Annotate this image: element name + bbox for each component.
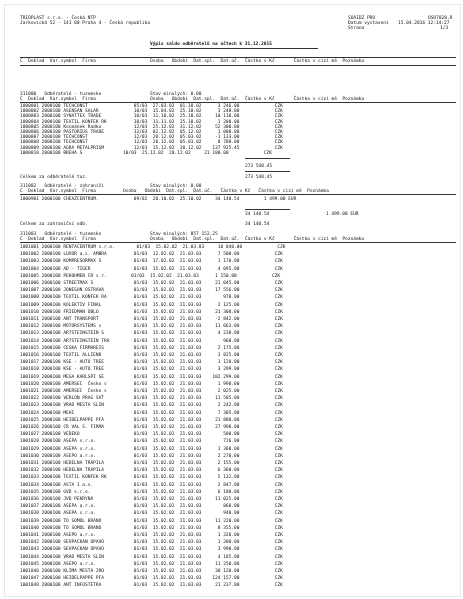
table-row: 1001005 2000100 PEKOHMEN CR s.r. 01/03 15.02.02 21.03.03 1 150.00 CZK [20, 273, 281, 279]
table-row: 1001011 2000100 ANT TRANSPORT 01/03 15.02.02 21.03.03 -2 842.00 CZK [20, 317, 283, 322]
table-row: 1001038 2000100 ASEPA s.r.o. 01/03 15.02.02 21.03.03 940.00 CZK [20, 511, 283, 517]
account-heading: 311000 Odběratelé - tuzemsko [20, 92, 102, 97]
table-row: 1000804 2000100 TEXTIL KONFEK RK 10/03 11.11.02 25.10.02 1 200.00 CZK [20, 119, 283, 125]
column-header-rule-bottom [20, 65, 456, 66]
table-row: 1001004 2000100 AD - TIGER 01/03 15.02.02 21.03.03 4 095.00 CZK [20, 266, 283, 272]
table-row: 1001048 2000100 ANT INFOSTETRA 01/03 15.02.02 21.03.03 21 237.00 CZK [20, 583, 283, 589]
report-title: Výpis saldo odběratelů na účtech k 31.12.2015 [150, 42, 272, 47]
table-row: 1001028 2000100 ASEPA s.r.o. 01/03 15.02.02 21.03.03 726.00 CZK [20, 439, 283, 445]
section-subtotal: 34 140.54 [245, 212, 270, 217]
table-row: 1001010 2000100 FRIEDMAN OBLO 01/03 15.02.02 21.03.03 21 300.00 CZK [20, 309, 283, 315]
table-row: 1000808 2000100 TECHCONST 12/03 28.12.02 05.03.02 8 780.00 CZK [20, 140, 283, 146]
company-address: Jarkovická 52 - 141 00 Praha 4 - Česká republika [20, 21, 151, 26]
account-previous-balance: Stav minulých: 0.00 [150, 92, 202, 97]
table-row: 1000801 2000100 TECHCONST 05/03 27.03.02 01.10.02 3 246.00 CZK [20, 104, 283, 109]
table-row: 1001001 2000100 RENTACENTRUM s.r.o. 01/03 15.02.02 21.03.03 10 040.00 CZK [20, 245, 286, 250]
table-row: 1001006 2000100 STREETMAX S 01/03 15.02.02 21.03.03 21 045.00 CZK [20, 281, 283, 286]
table-row: 1001018 2000100 KSE - AUTO TREE 01/03 15.02.02 21.03.03 3 299.00 CZK [20, 367, 283, 373]
table-row: 1001031 2000100 HEDELNA TRAPILA 01/03 15.02.02 21.03.03 2 155.00 CZK [20, 461, 283, 466]
total-rule [245, 171, 290, 172]
page-number-label: Strana [348, 26, 365, 31]
subtotal-rule [245, 209, 290, 210]
section-column-headers: C Doklad Var.symbol Firma Osoba Období Dat.spl. Dat.úč. Částka v Kč Částka v cizí mě Poznámka [20, 237, 365, 242]
table-row: 1001042 2000100 SEVPACKAN OPAVO 01/03 15.02.02 21.03.03 1 200.00 CZK [20, 540, 283, 546]
table-row: 1001022 2000100 VERLON PRAG SVT 01/03 15.02.02 21.03.03 11 505.00 CZK [20, 396, 283, 402]
column-headers: C Doklad Var.symbol Firma Osoba Období Dat.spl. Dat.úč. Částka v Kč Částka v cizí mě Poznámka [20, 59, 365, 64]
table-row: 1001041 2000100 ASEPO a.r.o. 01/03 15.02.02 21.03.03 1 320.00 CZK [20, 533, 283, 538]
table-row: 1000805 2000100 Kocmánek Radko 12/03 25.12.02 31.12.02 52 300.00 CZK [20, 124, 283, 130]
issue-date: 15.04.2016 12:14:27 [398, 21, 450, 26]
table-row: 1001009 2000100 KOLEKTIV FINAL 01/03 15.02.02 21.03.03 2 125.00 CZK [20, 302, 283, 308]
subtotal-rule [245, 158, 290, 159]
table-row: 1001034 2000100 ASTA 1 a.s. 01/03 15.02.02 21.03.03 2 847.00 CZK [20, 482, 283, 488]
table-row: 1001014 2000100 ARTSTEINSTEIN TRA 01/03 15.02.02 21.03.03 960.00 CZK [20, 338, 283, 344]
table-row: 1001040 2000100 TO SOMOL BRANO 01/03 15.02.02 21.03.03 8 355.00 CZK [20, 525, 283, 531]
account-previous-balance: Stav minulých: 0.00 [150, 184, 202, 189]
section-column-headers: C Doklad Var.symbol Firma Osoba Období Dat.spl. Dat.úč. Částka v Kč Částka v cizí mě Poznámka [20, 189, 329, 194]
account-heading: 311002 Odběratelé - zahraničí [20, 184, 104, 189]
table-row: 1000809 2000100 AGRA METALPRISM 12/03 15.12.02 20.12.02 137 925.45 CZK [20, 145, 283, 151]
table-row: 1001026 2000100 CR VAL S. FIRMA 01/03 15.02.02 21.03.03 27 998.00 CZK [20, 425, 283, 430]
table-row: 1001016 2000100 TEXTIL ALLIEND 01/03 15.02.02 21.03.03 3 825.00 CZK [20, 353, 283, 358]
table-row: 1001003 2000100 KOMPRESORMAX S 01/03 17.02.02 21.03.03 1 170.00 CZK [20, 259, 283, 265]
section-total: 273 540.45 [245, 175, 273, 180]
table-row: 1001035 2000100 GVD s.r.o. 01/03 15.02.02 21.03.03 6 180.00 CZK [20, 489, 283, 495]
table-row: 1001045 2000100 ASEPO a.r.o. 01/03 15.02.02 21.03.03 11 250.00 CZK [20, 561, 283, 567]
table-row: 1001008 2000100 TEXTIL KONFEK RA 01/03 15.02.02 21.03.03 978.00 CZK [20, 295, 283, 301]
table-row: 1001015 2000100 CESKA FIRMAREIS 01/03 15.02.02 21.03.03 2 175.00 CZK [20, 345, 283, 351]
table-row: 1001037 2000100 ASEPA a.r.o. 01/03 15.02.02 21.03.03 860.00 CZK [20, 504, 283, 510]
table-row: 1000803 2000100 SYNATTEX TRADE 10/03 11.10.02 25.10.02 10 110.00 CZK [20, 114, 283, 120]
section-header-rule [20, 242, 456, 243]
column-header-rule-top [20, 57, 456, 58]
table-row: 1001023 2000100 VRAD MESTA SLIN 01/03 15.02.02 21.03.03 2 242.00 CZK [20, 403, 283, 409]
section-total: 34 140.54 [245, 222, 270, 227]
report-code-label: SOAIDZ PRO [348, 16, 376, 21]
table-row: 1001017 2000100 KSE - AUTO TREE 01/03 15.02.02 21.03.03 1 120.00 CZK [20, 360, 283, 366]
section-total-foreign: 1 499.00 EUR [326, 212, 359, 217]
table-row: 1001027 2000100 VEDEKO 01/03 15.02.02 21.03.03 500.00 CZK [20, 432, 283, 438]
table-row: 1000810 2000100 BREHA S 10/03 25.12.02 20.12.02 21 180.00 CZK [20, 150, 272, 156]
account-heading: 311003 Odběratelé - tuzemsko [20, 232, 102, 237]
section-closing-label: Celkem za zahraniční odb. [20, 222, 88, 227]
table-row: 1001039 2000100 TO SOMOL BRANO 01/03 15.02.02 21.03.03 11 220.00 CZK [20, 518, 283, 524]
section-column-headers: C Doklad Var.symbol Firma Osoba Období Dat.spl. Dat.úč. Částka v Kč Částka v cizí mě Poznámka [20, 97, 365, 102]
title-underline [150, 48, 318, 49]
table-row: 1000806 2000100 PASTORIUS TRADE 12/03 02.12.02 05.12.02 1 000.00 CZK [20, 130, 283, 135]
page-number: 1/3 [440, 26, 449, 31]
table-row: 1001024 2000100 MEHI 01/03 15.02.02 21.03.03 7 305.00 CZK [20, 410, 283, 416]
table-row: 1001013 2000100 ARTSTEINSTEIN S 01/03 15.02.02 21.03.03 4 238.00 CZK [20, 331, 283, 337]
table-row: 1001036 2000100 JVD PEKRYNA 01/03 15.02.02 21.03.03 11 025.00 CZK [20, 497, 283, 502]
table-row: 1001046 2000100 KLIMA MESTA 2RO 01/03 15.02.02 21.03.03 30 120.00 CZK [20, 569, 283, 574]
table-row: 1001029 2000100 ASEPA s.r.o. 01/03 15.02.02 21.03.03 1 360.00 CZK [20, 446, 283, 452]
report-code: OSO7828.R [428, 16, 453, 21]
section-closing-label: Celkem za odběratelé tuz. [20, 175, 88, 180]
table-row: 1001033 2000100 TEXTIL KONFEK RK 01/03 15.02.02 21.03.03 5 132.00 CZK [20, 475, 283, 481]
section-header-rule [20, 194, 456, 195]
table-row: 1001020 2000100 AMERSEC Česko s 01/03 15.02.02 21.03.03 1 990.00 CZK [20, 381, 283, 387]
table-row: 1001007 2000100 JONESUN OSTRAVA 01/03 15.02.02 21.03.03 17 556.00 CZK [20, 288, 283, 294]
company-name: TRIOPLAST s.r.o. - Česká NTP [20, 16, 96, 21]
table-row: 1001025 2000100 HEIDELPAPPE PFA 01/03 15.02.02 21.03.03 21 880.00 CZK [20, 417, 283, 423]
table-row: 1001043 2000100 SEVPACKAN OPAVO 01/03 15.02.02 21.03.03 3 990.00 CZK [20, 547, 283, 553]
table-row: 1001021 2000100 AMERSEC Česko s 01/03 15.02.02 21.03.03 2 025.00 CZK [20, 389, 283, 394]
table-row: 1001012 2000100 MOTORSYSTEMS s 01/03 15.02.02 21.03.03 11 663.00 CZK [20, 324, 283, 330]
account-previous-balance: Stav minulých: 857 152.25 [150, 232, 218, 237]
section-header-rule [20, 102, 456, 103]
section-subtotal: 273 540.45 [245, 164, 273, 169]
issue-date-label: Datum vystavení [348, 21, 389, 26]
table-row: 1000807 2000100 TECHCONST 12/03 28.12.02 05.03.02 -1 133.00 CZK [20, 135, 283, 141]
table-row: 1000802 2000100 ASENSAN SALAR 10/03 15.04.02 25.10.02 3 248.00 CZK [20, 109, 283, 115]
table-row: 1001002 2000100 LUXOR a.s. AMBRA 01/03 12.02.02 21.03.03 7 500.00 CZK [20, 252, 283, 258]
table-row: 1001030 2000100 ASEPO a.r.o. 01/03 15.02.02 21.03.03 2 270.00 CZK [20, 453, 283, 459]
table-row: 1001044 2000100 VRAD MESTA SLIN 01/03 15.02.02 21.03.03 4 185.00 CZK [20, 554, 283, 560]
table-row: 1001047 2000100 HEIDELPAPPE PFA 01/03 15.02.02 21.03.03 124 157.00 CZK [20, 576, 283, 582]
table-row: 1000901 2000100 CHEAZCENTRUM. 09/02 20.10.02 25.10.02 34 140.54 1 499.00 EUR [20, 197, 297, 202]
table-row: 1001032 2000100 HEDELNA TRAPILA 01/03 15.02.02 21.03.03 6 360.00 CZK [20, 468, 283, 474]
table-row: 1001019 2000100 MEGA KARLSPI SE 01/03 15.02.02 21.03.03 102 299.00 CZK [20, 374, 283, 380]
